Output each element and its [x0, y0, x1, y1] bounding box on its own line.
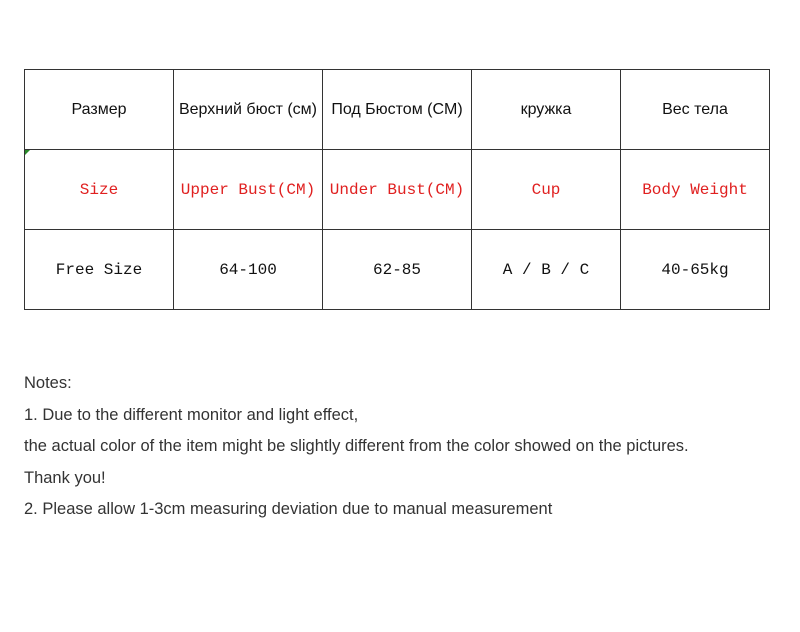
header-en-upper-bust: Upper Bust(CM)	[174, 150, 323, 230]
corner-mark-icon	[25, 150, 30, 155]
header-en-size-cell	[25, 150, 174, 230]
size-chart-table	[24, 69, 770, 310]
note-line-2: the actual color of the item might be slightly different from the color showed on the pictures.	[24, 437, 689, 455]
value-size: Free Size	[25, 230, 174, 310]
header-ru-size: Размер	[25, 70, 174, 150]
header-en-size: Size	[79, 180, 119, 199]
note-line-3: Thank you!	[24, 468, 106, 487]
value-body-weight: 40-65kg	[621, 230, 770, 310]
note-line-4: 2. Please allow 1-3cm measuring deviation due to manual measurement	[24, 500, 553, 518]
notes-section	[24, 371, 784, 529]
header-en-under-bust: Under Bust(CM)	[323, 150, 472, 230]
notes-title: Notes:	[24, 374, 72, 392]
table-row-english-header	[25, 150, 770, 230]
header-en-cup: Cup	[472, 150, 621, 230]
note-line-1: 1. Due to the different monitor and light effect,	[24, 405, 359, 424]
header-en-body-weight: Body Weight	[621, 150, 770, 230]
header-ru-cup: кружка	[472, 70, 621, 150]
value-upper-bust: 64-100	[174, 230, 323, 310]
value-cup: A / B / C	[472, 230, 621, 310]
header-ru-under-bust: Под Бюстом (CM)	[323, 70, 472, 150]
table-row-russian-header	[25, 70, 770, 150]
header-ru-body-weight: Вес тела	[621, 70, 770, 150]
value-under-bust: 62-85	[323, 230, 472, 310]
header-ru-upper-bust: Верхний бюст (см)	[174, 70, 323, 150]
table-row-values	[25, 230, 770, 310]
